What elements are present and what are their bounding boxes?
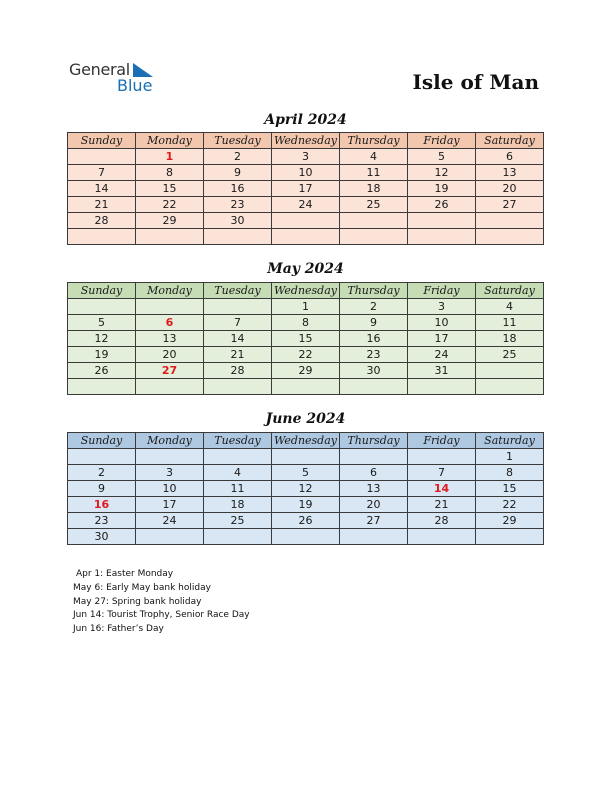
week-row <box>68 213 544 229</box>
day-cell: 29 <box>476 513 544 529</box>
weekday-header: Monday <box>136 283 204 299</box>
day-cell <box>408 379 476 395</box>
day-cell: 17 <box>408 331 476 347</box>
day-cell: 14 <box>408 481 476 497</box>
day-cell <box>136 529 204 545</box>
day-cell <box>408 213 476 229</box>
week-row <box>68 197 544 213</box>
day-cell: 23 <box>68 513 136 529</box>
day-cell: 11 <box>340 165 408 181</box>
week-row <box>68 149 544 165</box>
day-cell <box>68 229 136 245</box>
day-cell: 23 <box>340 347 408 363</box>
day-cell: 4 <box>476 299 544 315</box>
day-cell: 26 <box>408 197 476 213</box>
day-cell <box>136 229 204 245</box>
day-cell: 15 <box>476 481 544 497</box>
day-cell <box>340 449 408 465</box>
weekday-header: Saturday <box>476 133 544 149</box>
holiday-note: May 6: Early May bank holiday <box>73 582 211 593</box>
day-cell: 27 <box>476 197 544 213</box>
weekday-header: Tuesday <box>204 283 272 299</box>
day-cell <box>340 213 408 229</box>
day-cell: 14 <box>204 331 272 347</box>
day-cell: 18 <box>204 497 272 513</box>
day-cell: 22 <box>136 197 204 213</box>
weekday-header: Saturday <box>476 283 544 299</box>
day-cell: 28 <box>204 363 272 379</box>
day-cell: 24 <box>136 513 204 529</box>
day-cell <box>68 299 136 315</box>
holiday-note: May 27: Spring bank holiday <box>73 596 202 607</box>
weekday-header: Wednesday <box>272 433 340 449</box>
weekday-header-row <box>68 433 544 449</box>
weekday-header: Saturday <box>476 433 544 449</box>
day-cell: 3 <box>136 465 204 481</box>
day-cell: 5 <box>408 149 476 165</box>
day-cell: 20 <box>136 347 204 363</box>
weekday-header: Friday <box>408 133 476 149</box>
month-title-may: May 2024 <box>267 261 344 277</box>
day-cell: 7 <box>408 465 476 481</box>
day-cell: 3 <box>272 149 340 165</box>
day-cell <box>204 529 272 545</box>
day-cell <box>476 379 544 395</box>
day-cell <box>408 529 476 545</box>
day-cell: 9 <box>68 481 136 497</box>
day-cell: 17 <box>136 497 204 513</box>
day-cell <box>136 449 204 465</box>
day-cell: 21 <box>408 497 476 513</box>
day-cell <box>408 229 476 245</box>
day-cell: 19 <box>272 497 340 513</box>
day-cell <box>272 529 340 545</box>
day-cell: 5 <box>68 315 136 331</box>
day-cell: 13 <box>476 165 544 181</box>
day-cell: 9 <box>204 165 272 181</box>
day-cell: 11 <box>204 481 272 497</box>
weekday-header: Tuesday <box>204 133 272 149</box>
day-cell: 26 <box>272 513 340 529</box>
weekday-header: Sunday <box>68 283 136 299</box>
weekday-header: Sunday <box>68 133 136 149</box>
day-cell: 12 <box>68 331 136 347</box>
day-cell: 22 <box>272 347 340 363</box>
day-cell <box>408 449 476 465</box>
day-cell: 18 <box>340 181 408 197</box>
day-cell <box>340 229 408 245</box>
week-row <box>68 363 544 379</box>
month-title-april: April 2024 <box>264 112 347 128</box>
weekday-header: Thursday <box>340 433 408 449</box>
day-cell: 7 <box>68 165 136 181</box>
week-row <box>68 331 544 347</box>
day-cell: 4 <box>204 465 272 481</box>
day-cell <box>272 213 340 229</box>
day-cell <box>476 213 544 229</box>
day-cell: 30 <box>204 213 272 229</box>
week-row <box>68 165 544 181</box>
day-cell <box>136 299 204 315</box>
day-cell: 8 <box>476 465 544 481</box>
day-cell: 5 <box>272 465 340 481</box>
day-cell: 28 <box>408 513 476 529</box>
day-cell: 1 <box>476 449 544 465</box>
day-cell <box>476 529 544 545</box>
day-cell: 10 <box>408 315 476 331</box>
weekday-header-row <box>68 133 544 149</box>
day-cell: 28 <box>68 213 136 229</box>
day-cell: 25 <box>204 513 272 529</box>
day-cell: 2 <box>204 149 272 165</box>
day-cell: 6 <box>136 315 204 331</box>
holiday-note: Apr 1: Easter Monday <box>76 569 174 579</box>
week-row <box>68 379 544 395</box>
day-cell <box>204 379 272 395</box>
week-row <box>68 481 544 497</box>
day-cell: 8 <box>272 315 340 331</box>
weekday-header: Wednesday <box>272 283 340 299</box>
week-row <box>68 513 544 529</box>
day-cell: 27 <box>136 363 204 379</box>
weekday-header: Thursday <box>340 133 408 149</box>
week-row <box>68 529 544 545</box>
day-cell: 18 <box>476 331 544 347</box>
day-cell <box>272 379 340 395</box>
day-cell: 21 <box>68 197 136 213</box>
weekday-header: Wednesday <box>272 133 340 149</box>
week-row <box>68 181 544 197</box>
day-cell <box>476 363 544 379</box>
day-cell: 21 <box>204 347 272 363</box>
calendar-may <box>67 282 544 395</box>
day-cell <box>68 379 136 395</box>
day-cell <box>272 449 340 465</box>
day-cell: 2 <box>340 299 408 315</box>
week-row <box>68 229 544 245</box>
weekday-header: Friday <box>408 283 476 299</box>
day-cell: 2 <box>68 465 136 481</box>
day-cell: 16 <box>68 497 136 513</box>
day-cell: 6 <box>340 465 408 481</box>
day-cell: 24 <box>272 197 340 213</box>
country-title: Isle of Man <box>412 70 539 94</box>
day-cell: 15 <box>136 181 204 197</box>
day-cell <box>204 449 272 465</box>
day-cell: 12 <box>408 165 476 181</box>
day-cell: 6 <box>476 149 544 165</box>
week-row <box>68 299 544 315</box>
day-cell: 29 <box>136 213 204 229</box>
weekday-header: Monday <box>136 133 204 149</box>
day-cell <box>204 229 272 245</box>
holiday-note: Jun 16: Father’s Day <box>73 624 164 635</box>
day-cell: 1 <box>272 299 340 315</box>
day-cell: 30 <box>68 529 136 545</box>
day-cell: 3 <box>408 299 476 315</box>
day-cell: 17 <box>272 181 340 197</box>
day-cell: 4 <box>340 149 408 165</box>
day-cell: 10 <box>272 165 340 181</box>
day-cell: 27 <box>340 513 408 529</box>
calendar-june <box>67 432 544 545</box>
holiday-notes <box>73 568 250 637</box>
day-cell: 31 <box>408 363 476 379</box>
day-cell <box>340 529 408 545</box>
week-row <box>68 449 544 465</box>
calendar-april <box>67 132 544 245</box>
day-cell <box>68 149 136 165</box>
day-cell: 26 <box>68 363 136 379</box>
day-cell: 23 <box>204 197 272 213</box>
week-row <box>68 347 544 363</box>
day-cell <box>136 379 204 395</box>
month-title-june: June 2024 <box>265 411 346 427</box>
day-cell: 29 <box>272 363 340 379</box>
weekday-header: Sunday <box>68 433 136 449</box>
week-row <box>68 315 544 331</box>
day-cell: 24 <box>408 347 476 363</box>
weekday-header: Tuesday <box>204 433 272 449</box>
day-cell: 13 <box>340 481 408 497</box>
day-cell: 22 <box>476 497 544 513</box>
day-cell: 30 <box>340 363 408 379</box>
day-cell: 16 <box>340 331 408 347</box>
day-cell <box>272 229 340 245</box>
day-cell: 11 <box>476 315 544 331</box>
weekday-header: Thursday <box>340 283 408 299</box>
weekday-header: Monday <box>136 433 204 449</box>
day-cell: 20 <box>476 181 544 197</box>
day-cell <box>340 379 408 395</box>
logo-flag-icon <box>133 63 153 77</box>
day-cell: 15 <box>272 331 340 347</box>
day-cell: 10 <box>136 481 204 497</box>
day-cell: 25 <box>476 347 544 363</box>
day-cell: 25 <box>340 197 408 213</box>
day-cell <box>476 229 544 245</box>
logo-blue-text: Blue <box>117 76 153 95</box>
holiday-note: Jun 14: Tourist Trophy, Senior Race Day <box>73 610 250 621</box>
day-cell: 1 <box>136 149 204 165</box>
day-cell: 14 <box>68 181 136 197</box>
week-row <box>68 497 544 513</box>
weekday-header-row <box>68 283 544 299</box>
day-cell <box>204 299 272 315</box>
day-cell: 19 <box>68 347 136 363</box>
day-cell: 20 <box>340 497 408 513</box>
week-row <box>68 465 544 481</box>
day-cell <box>68 449 136 465</box>
logo-general-text: General <box>69 60 130 79</box>
day-cell: 19 <box>408 181 476 197</box>
day-cell: 7 <box>204 315 272 331</box>
day-cell: 9 <box>340 315 408 331</box>
day-cell: 13 <box>136 331 204 347</box>
day-cell: 16 <box>204 181 272 197</box>
day-cell: 8 <box>136 165 204 181</box>
weekday-header: Friday <box>408 433 476 449</box>
day-cell: 12 <box>272 481 340 497</box>
